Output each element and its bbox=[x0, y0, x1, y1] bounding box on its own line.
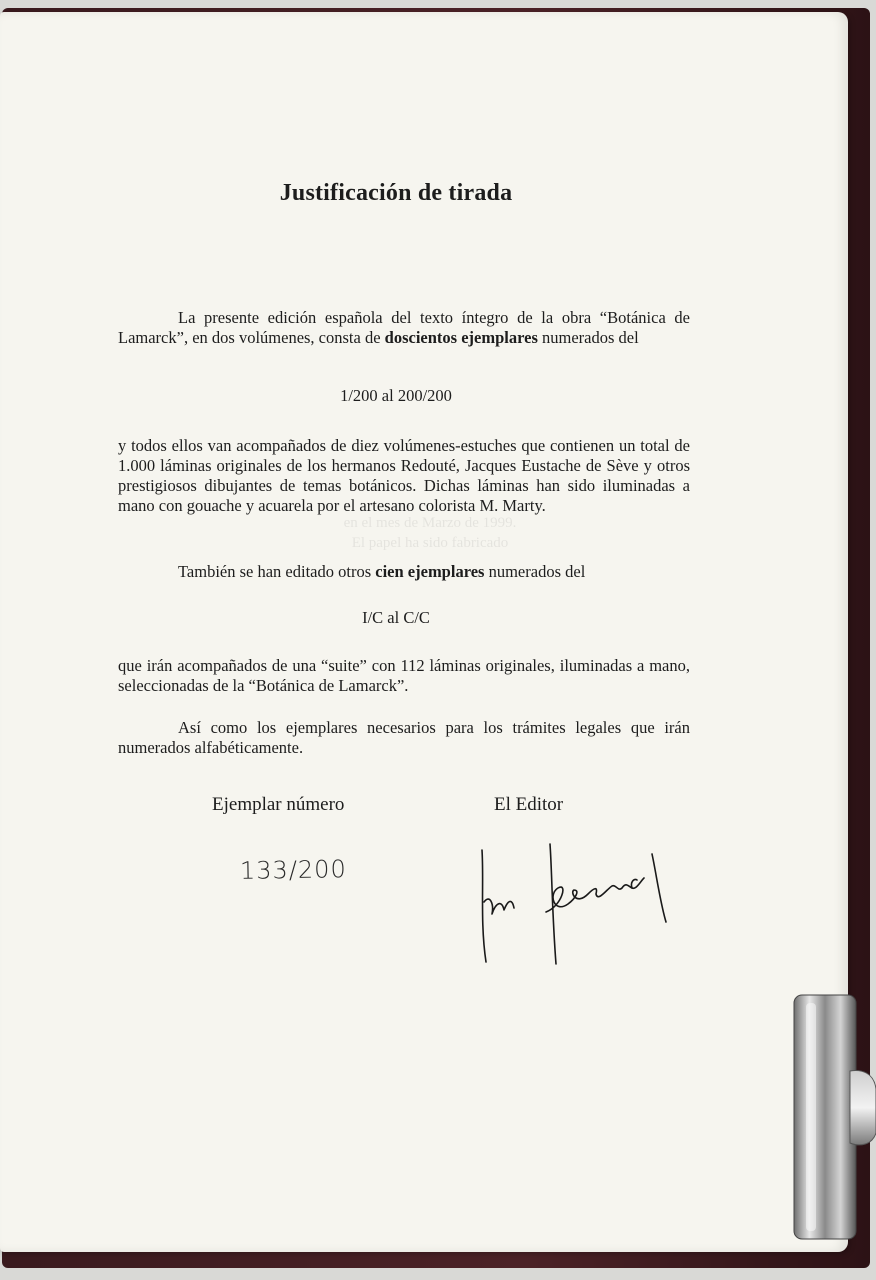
handwritten-signature-icon bbox=[472, 842, 682, 977]
paragraph-edition-lead: La presente edición española del texto íntegro de la obra “Botánica de Lamarck”, en dos volúmenes, consta de bbox=[118, 308, 690, 347]
paragraph-cien-bold: cien ejemplares bbox=[375, 562, 485, 581]
paragraph-cien-lead: También se han editado otros bbox=[178, 562, 376, 581]
metal-binder-clip-icon bbox=[792, 993, 876, 1241]
paragraph-edition-tail: numerados del bbox=[537, 328, 639, 347]
ejemplar-label: Ejemplar número bbox=[212, 794, 345, 815]
paragraph-suite: que irán acompañados de una “suite” con 112 láminas originales, iluminadas a mano, seleccionadas de la “Botánica de Lamarck”. bbox=[118, 656, 690, 695]
book-page bbox=[0, 12, 848, 1252]
paragraph-legal: Así como los ejemplares necesarios para los trámites legales que irán numerados alfabéticamente. bbox=[118, 718, 690, 757]
numbering-range-1: 1/200 al 200/200 bbox=[340, 386, 452, 405]
page-title: Justificación de tirada bbox=[279, 180, 513, 206]
paragraph-cien-tail: numerados del bbox=[484, 562, 586, 581]
paragraph-edition-bold: doscientos ejemplares bbox=[384, 328, 538, 347]
show-through-line-2: El papel ha sido fabricado bbox=[351, 535, 509, 551]
show-through-line-1: en el mes de Marzo de 1999. bbox=[343, 515, 517, 531]
numbering-range-2: I/C al C/C bbox=[362, 608, 430, 627]
paragraph-edition bbox=[118, 308, 690, 348]
paragraph-cien bbox=[118, 562, 690, 582]
ejemplar-number-handwritten: 133/200 bbox=[239, 855, 347, 885]
editor-label: El Editor bbox=[494, 794, 564, 815]
paragraph-plates: y todos ellos van acompañados de diez volúmenes-estuches que contienen un total de 1.000 láminas originales de los hermanos Redouté, Jacques Eustache de Sève y otros prestigiosos dibujantes de temas botánicos. Dichas láminas han sido iluminadas a mano con gouache y acuarela por el artesano colorista M. Marty. bbox=[118, 436, 690, 515]
